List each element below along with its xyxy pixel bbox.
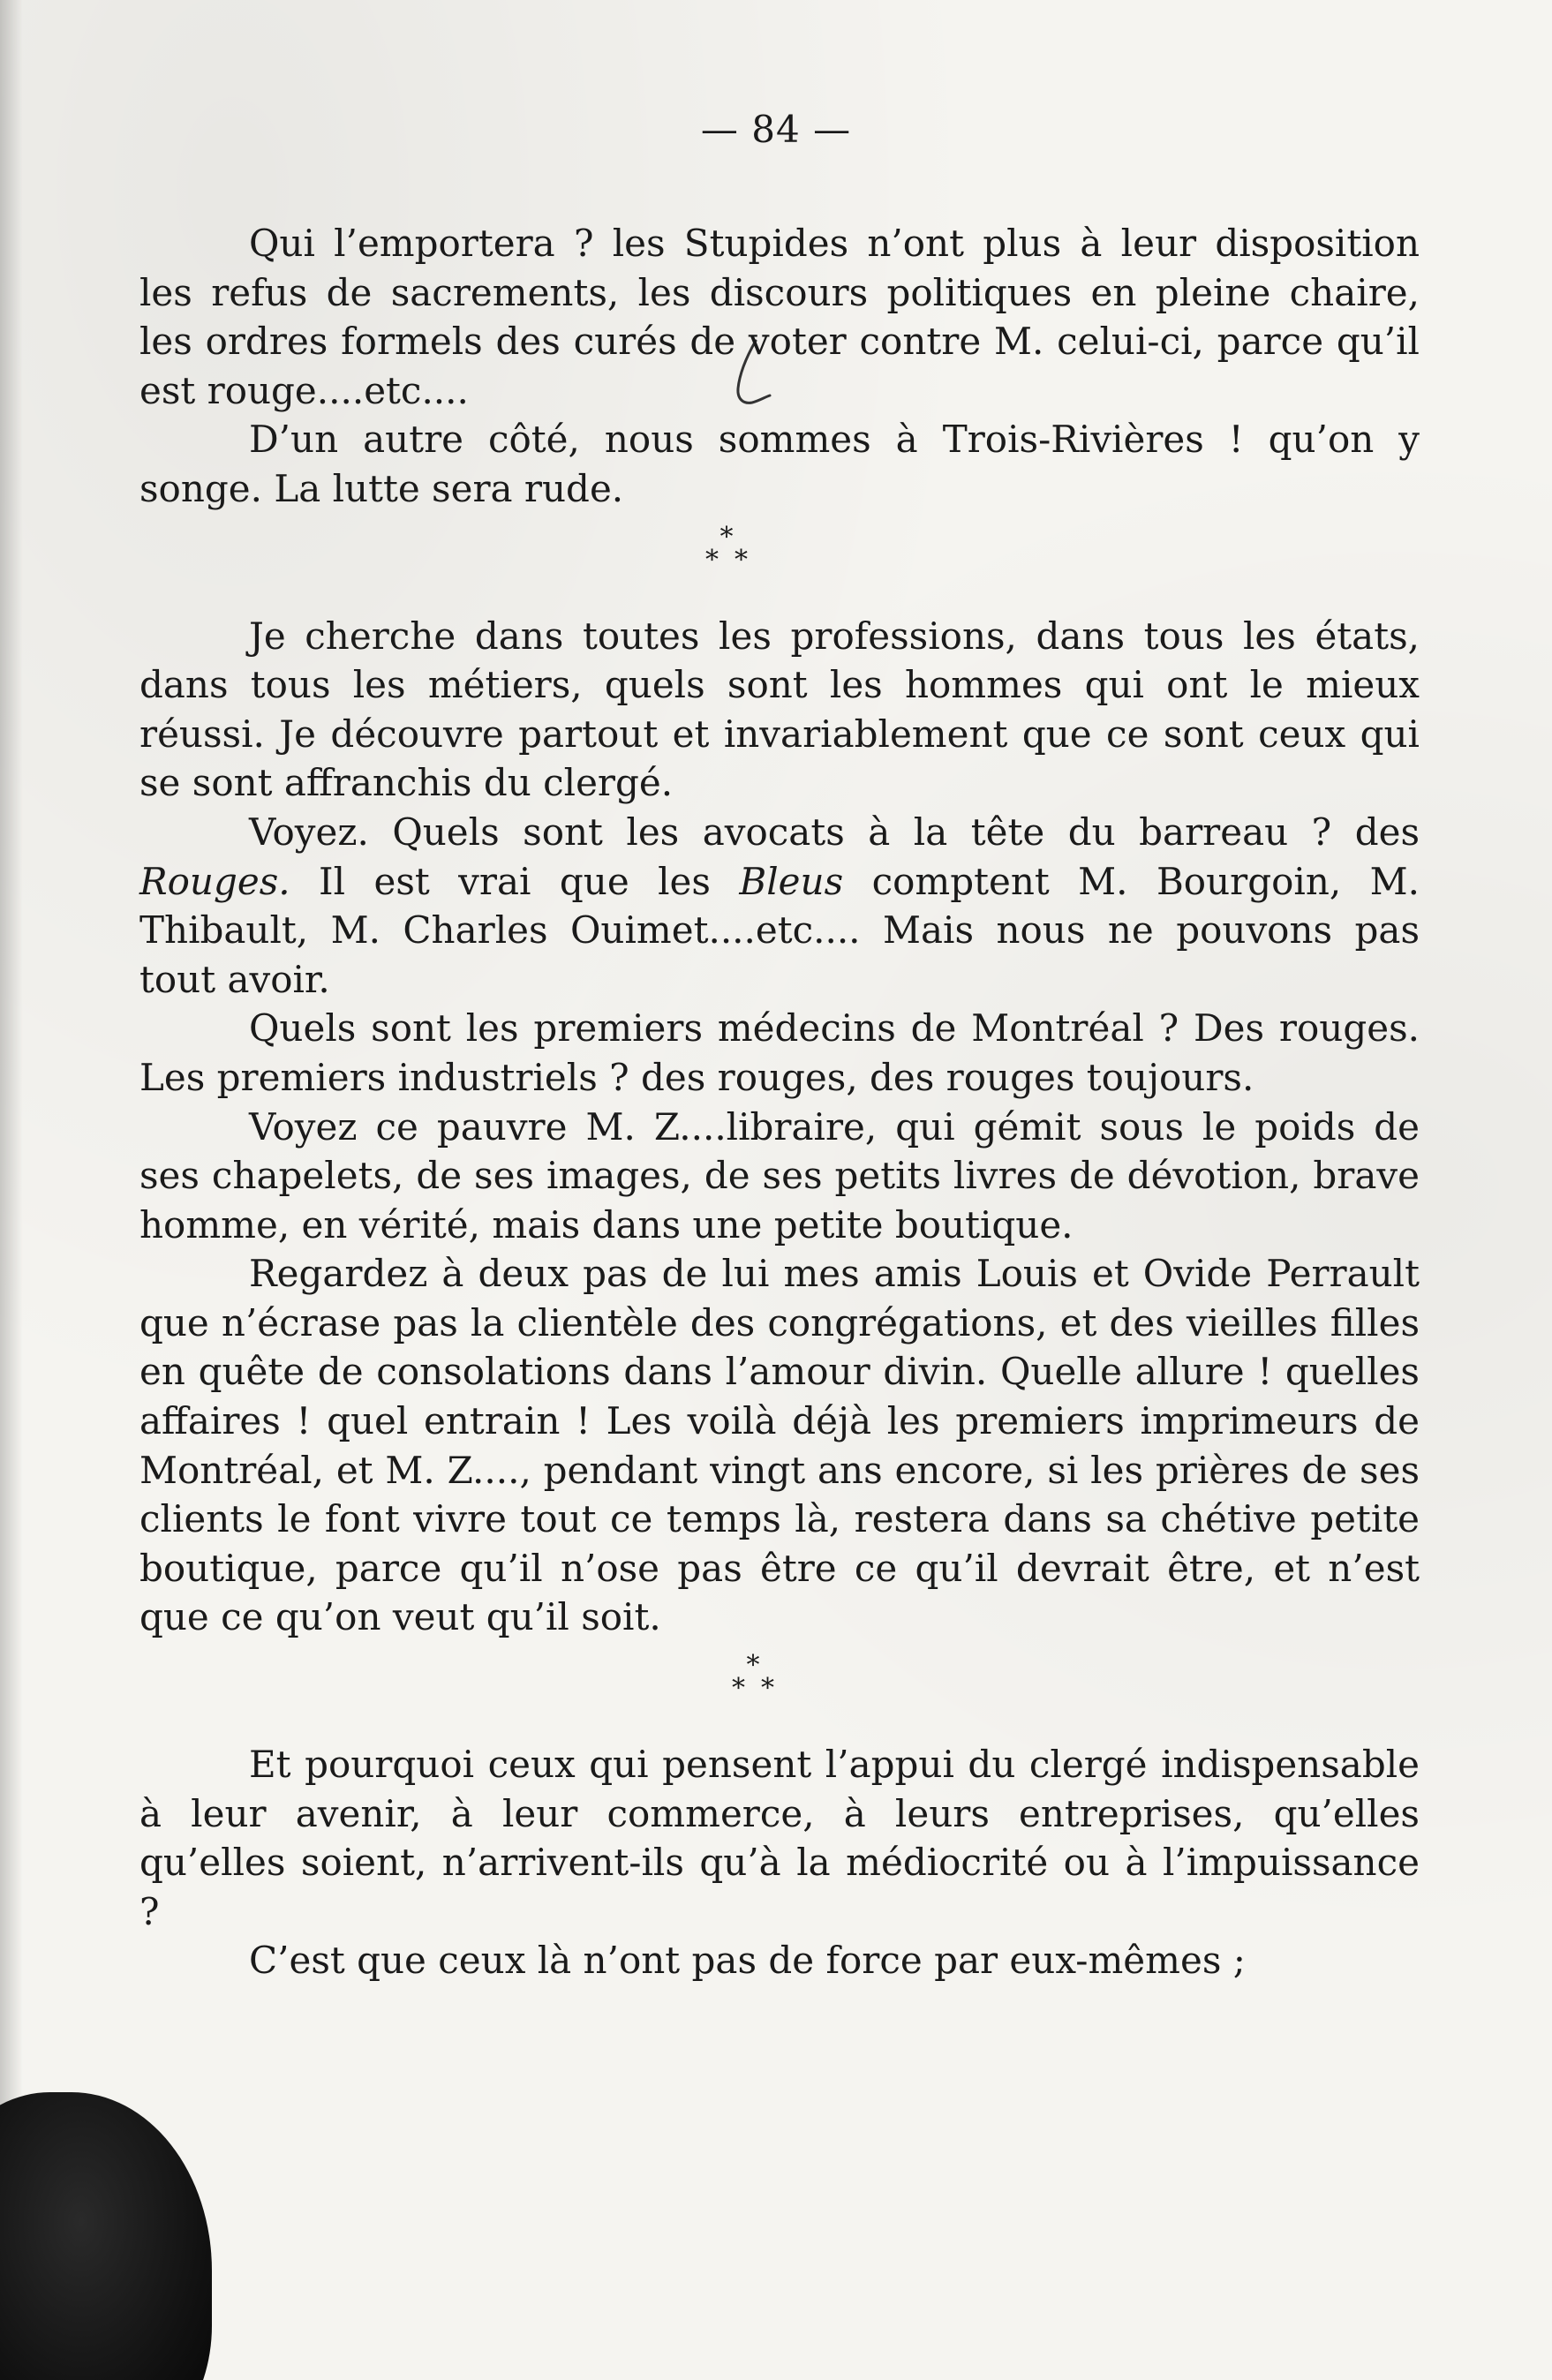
- text-run: Voyez. Quels sont les avocats à la tête du barreau ? des: [249, 810, 1420, 854]
- paragraph: Regardez à deux pas de lui mes amis Louis et Ovide Perrault que n’écrase pas la clientèle des congrégations, et des vieilles filles en quête de consolations dans l’amour divin. Quelle allure ! quelles affaires ! quel entrain ! Les voilà déjà les premiers imprimeurs de Montréal, et M. Z...., pendant vingt ans encore, si les prières de ses clients le font vivre tout ce temps là, restera dans sa chétive petite boutique, parce qu’il n’ose pas être ce qu’il devrait être, et n’est que ce qu’on veut qu’il soit.: [139, 1252, 1420, 1639]
- italic-term: Bleus: [739, 859, 844, 903]
- paragraph: [139, 808, 1420, 1004]
- asterism-top: *: [746, 1650, 760, 1682]
- asterism: [87, 521, 1367, 576]
- section-separator: [139, 514, 1420, 612]
- asterism: [113, 1650, 1393, 1705]
- thumb-shadow: [0, 2092, 212, 2380]
- paragraph: C’est que ceux là n’ont pas de force par eux-mêmes ;: [249, 1939, 1246, 1983]
- paragraph: D’un autre côté, nous sommes à Trois-Rivières ! qu’on y songe. La lutte sera rude.: [139, 418, 1420, 510]
- paragraph: Qui l’emportera ? les Stupides n’ont plus à leur disposition les refus de sacrements, les discours politiques en pleine chaire, les ordres formels des curés de voter contre M. celui-ci, parce qu’il est rouge....etc....: [139, 222, 1420, 412]
- paragraph: Et pourquoi ceux qui pensent l’appui du clergé indispensable à leur avenir, à leur commerce, à leurs entreprises, qu’elles qu’elles soient, n’arrivent-ils qu’à la médiocrité ou à l’impuissance ?: [139, 1743, 1420, 1933]
- paragraph: Quels sont les premiers médecins de Montréal ? Des rouges. Les premiers industriels ? des rouges, des rouges toujours.: [139, 1006, 1420, 1099]
- asterism-bottom: **: [705, 544, 764, 576]
- text-run: Il est vrai que les: [290, 859, 740, 903]
- section-separator: [139, 1642, 1420, 1740]
- asterism-top: *: [719, 521, 734, 553]
- page-number: — 84 —: [700, 108, 852, 151]
- paragraph: Voyez ce pauvre M. Z....libraire, qui gémit sous le poids de ses chapelets, de ses images, de ses petits livres de dévotion, brave homme, en vérité, mais dans une petite boutique.: [139, 1104, 1420, 1246]
- text-run: comptent M. Bourgoin, M. Thibault, M. Charles Ouimet....etc.... Mais nous ne pouvons pas tout avoir.: [139, 859, 1420, 1001]
- italic-term: Rouges.: [139, 859, 290, 903]
- body-text: [139, 219, 1420, 1985]
- asterism-bottom: **: [732, 1673, 790, 1705]
- paragraph: Je cherche dans toutes les professions, dans tous les états, dans tous les métiers, quels sont les hommes qui ont le mieux réussi. Je découvre partout et invariablement que ce sont ceux qui se sont affranchis du clergé.: [139, 614, 1420, 805]
- page-gutter-shadow: [0, 0, 23, 2380]
